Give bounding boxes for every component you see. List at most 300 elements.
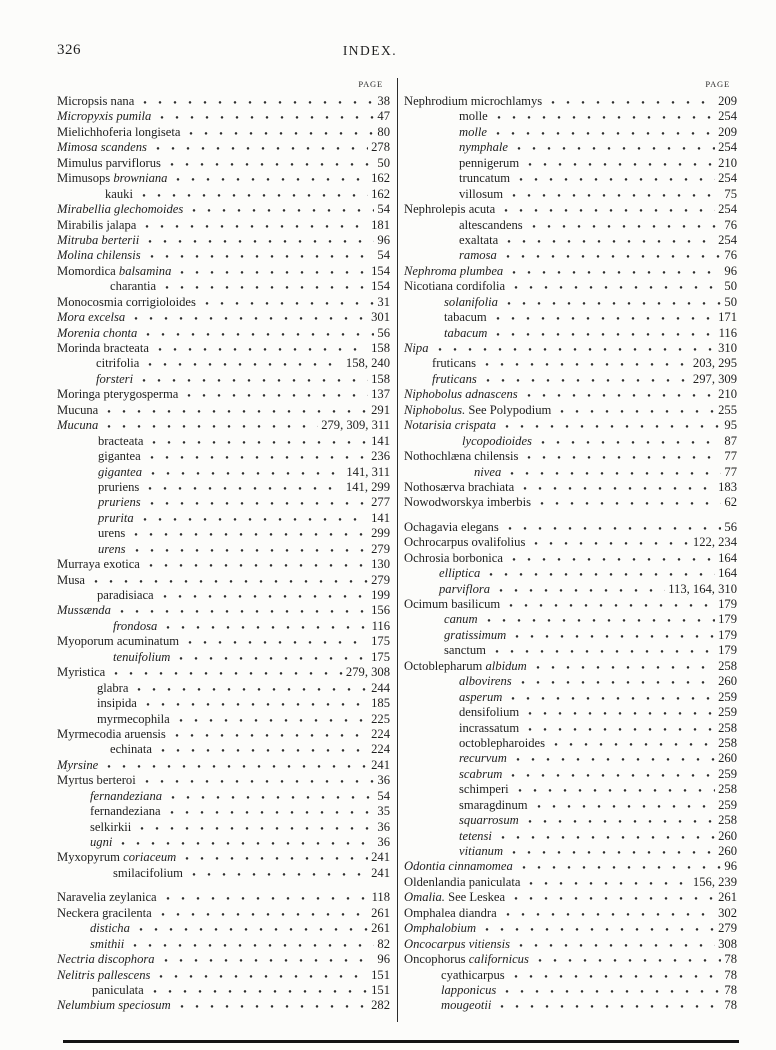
index-entry [57,310,390,325]
entry-name: Myrsine [57,757,99,772]
page-number: 35 [377,804,390,819]
dot-leader [145,780,375,783]
dot-leader [192,873,368,876]
page-number: 36 [377,773,390,788]
page-number: 47 [377,109,390,124]
entry-name: citrifolia [96,356,140,371]
index-entry [404,798,737,813]
dot-leader [512,271,721,274]
page-number: 130 [371,557,390,572]
index-entry [404,906,737,921]
index-column-left [57,78,390,1024]
index-entry [57,140,390,155]
page-number: 259 [718,689,737,704]
page-number: 258 [718,782,737,797]
page-number: 95 [724,418,737,433]
index-entry [57,264,390,279]
page-number: 254 [718,140,737,155]
entry-name: Morenia chonta [57,325,138,340]
page-number: 260 [718,674,737,689]
dot-leader [528,728,715,731]
index-entry [404,248,737,263]
page-number: 50 [724,279,737,294]
dot-leader [153,990,368,993]
dot-leader [538,959,722,962]
index-entry [404,628,737,643]
entry-name: Myoporum acuminatum [57,634,180,649]
index-entry [57,125,390,140]
dot-leader [205,302,375,305]
entry-name: Myrtus berteroi [57,773,136,788]
index-entry [404,310,737,325]
entry-name: Myrmecodia aruensis [57,726,166,741]
page-number: 282 [371,998,390,1013]
page-number: 209 [718,124,737,139]
page-number: 291 [371,402,390,417]
dot-leader [534,542,690,545]
running-head [0,42,776,62]
dot-leader [511,774,715,777]
entry-name: canum [444,612,478,627]
dot-leader [527,456,721,459]
page-number: 241 [371,850,390,865]
dot-leader [529,882,689,885]
entry-name: villosum [459,186,504,201]
entry-name: parviflora [439,581,491,596]
entry-name: Myxopyrum coriaceum [57,850,177,865]
dot-leader [135,549,369,552]
index-entry [57,789,390,804]
entry-name: Ochrosia borbonica [404,550,503,565]
dot-leader [150,255,375,258]
dot-leader [514,286,721,289]
page-number: 244 [371,680,390,695]
dot-leader [500,1005,721,1008]
entry-name: octoblepharoides [459,735,546,750]
dot-leader [512,558,715,561]
index-entry [404,520,737,535]
entry-name: asperum [459,689,503,704]
index-entry [57,921,390,936]
index-entry [404,109,737,124]
page-number: 241 [371,865,390,880]
dot-leader [176,178,368,181]
dot-leader [192,209,374,212]
page-number: 302 [718,905,737,920]
dot-leader [143,101,374,104]
index-entry [404,690,737,705]
index-entry [57,906,390,921]
entry-name: nymphale [459,140,508,155]
index-entry [404,597,737,612]
index-entry [57,573,390,588]
entry-name: echinata [110,742,152,757]
page-number: 78 [724,982,737,997]
index-entry [404,659,737,674]
index-entry [404,736,737,751]
page-number: 78 [724,998,737,1013]
index-entry [57,820,390,835]
index-entry [57,156,390,171]
dot-leader [501,836,715,839]
entry-name: altescandens [459,217,523,232]
dot-leader [133,944,374,947]
entry-name: Nothochlæna chilensis [404,449,519,464]
dot-leader [158,348,368,351]
dot-leader [514,975,722,978]
entry-name: Musa [57,572,85,587]
page-number: 158, 240 [345,356,390,371]
page-number: 259 [718,705,737,720]
index-entry [57,341,390,356]
index-entry [404,921,737,936]
page-number: 154 [371,263,390,278]
entry-name: paradisiaca [97,588,154,602]
index-entry [404,372,737,387]
index-entry [57,495,390,510]
index-entry [57,187,390,202]
page-number: 260 [718,844,737,858]
index-entry [57,665,390,680]
dot-leader [134,317,368,320]
entry-name: densifolium [459,705,520,720]
index-entry [404,721,737,736]
page-number: 164 [718,566,737,581]
page-number: 175 [371,634,390,649]
page-number: 54 [377,788,390,803]
index-entry [57,603,390,618]
dot-leader [507,302,722,305]
page-number: 137 [371,387,390,402]
entry-name: Moringa pterygosperma [57,387,179,402]
page-number: 78 [724,967,737,982]
dot-leader [145,225,368,228]
index-entry [404,233,737,248]
entry-name: pruriens [98,479,140,494]
dot-leader [160,116,374,119]
index-entry [404,187,737,202]
page-number: 254 [718,109,737,124]
page-number: 254 [718,171,737,186]
page-number: 279, 308 [345,665,390,680]
page-number: 224 [371,742,390,757]
entry-name: frondosa [113,618,158,633]
index-entry [404,767,737,782]
entry-name: Ochagavia elegans [404,519,499,534]
dot-leader [517,147,715,150]
entry-name: Ochrocarpus ovalifolius [404,535,526,550]
page-number: 241 [371,757,390,772]
dot-leader [541,441,721,444]
dot-leader [495,650,715,653]
entry-name: exaltata [459,232,499,247]
entry-name: molle [459,109,488,124]
page-number: 141, 311 [346,464,390,479]
entry-name: urens [98,526,126,541]
index-entry [404,264,737,279]
entry-name: molle [459,124,487,139]
page-number: 179 [718,627,737,642]
dot-leader [496,333,715,336]
index-entry [404,341,737,356]
page-number: 56 [377,325,390,340]
dot-leader [504,209,715,212]
index-entry [57,850,390,865]
dot-leader [139,928,368,931]
index-entry [57,742,390,757]
page-number: 56 [724,519,737,534]
entry-name: Nectria discophora [57,952,155,967]
entry-name: schimperi [459,782,509,797]
page-number: 156, 239 [692,874,737,889]
index-entry [57,952,390,967]
dot-leader [188,641,368,644]
page-number: 113, 164, 310 [668,581,737,596]
entry-name: Mussænda [57,603,111,618]
index-entry [404,495,737,510]
dot-leader [120,610,368,613]
index-entry [57,557,390,572]
index-entry [404,449,737,464]
entry-name: Mitruba berterii [57,232,140,247]
entry-name: Niphobolus adnascens [404,387,518,402]
entry-name: Naravelia zeylanica [57,890,157,905]
entry-name: recurvum [459,751,507,766]
index-entry [57,696,390,711]
page-number: 297, 309 [692,371,737,386]
entry-name: gigantea [98,449,141,464]
entry-name: forsteri [96,371,134,386]
page-number: 36 [377,819,390,834]
entry-name: tabacum [444,310,487,325]
index-entry [57,634,390,649]
entry-name: Nephrolepis acuta [404,202,496,217]
page-number: 255 [718,402,737,417]
dot-leader [187,394,368,397]
page-number: 258 [718,720,737,735]
index-entry [57,326,390,341]
page-number: 116 [718,325,737,340]
dot-leader [159,975,368,978]
entry-name: elliptica [439,566,481,581]
page-number: 96 [377,232,390,247]
page-title: INDEX. [342,43,398,58]
index-entry [404,952,737,967]
entry-name: Mimusops browniana [57,171,168,186]
dot-leader [180,271,368,274]
dot-leader [161,749,368,752]
entry-name: smithii [90,936,125,951]
dot-leader [149,564,368,567]
page-number: 175 [371,649,390,664]
dot-leader [485,363,690,366]
entry-name: Mielichhoferia longiseta [57,124,181,139]
entry-name: tetensi [459,828,492,843]
entry-name: Nowodworskya imberbis [404,495,531,510]
entry-name: Molina chilensis [57,248,141,263]
page-number: 76 [724,217,737,232]
index-entry [57,619,390,634]
column-divider [397,78,398,1022]
page-number: 254 [718,232,737,247]
dot-leader [527,394,715,397]
index-entry [57,418,390,433]
dot-leader [150,456,368,459]
dot-leader [496,317,715,320]
dot-leader [161,913,368,916]
page-number: 259 [718,797,737,812]
page-number: 87 [724,433,737,448]
index-entry [404,140,737,155]
entry-list-right [404,94,737,1014]
entry-name: mougeotii [441,998,492,1013]
entry-name: prurita [98,510,134,525]
entry-name: Mimulus parviflorus [57,155,161,170]
page-number: 179 [718,643,737,658]
page-number: 210 [718,155,737,170]
index-entry [57,218,390,233]
entry-name: Nephrodium microchlamys [404,94,543,108]
dot-leader [516,758,715,761]
index-entry [57,681,390,696]
dot-leader [509,604,715,607]
entry-name: nivea [474,464,502,479]
dot-leader [523,487,715,490]
dot-leader [179,657,368,660]
page-number: 96 [377,952,390,967]
index-entry [404,674,737,689]
page-number: 96 [724,263,737,278]
entry-name: bracteata [98,433,144,448]
page-number: 279 [371,541,390,556]
entry-name: Mucuna [57,418,99,433]
entry-name: Octoblepharum albidum [404,658,527,673]
index-entry [57,434,390,449]
index-entry [57,804,390,819]
entry-name: fruticans [432,371,477,386]
index-entry [404,434,737,449]
dot-leader [512,851,715,854]
dot-leader [107,410,368,413]
dot-leader [143,518,368,521]
page-number: 225 [371,711,390,726]
dot-leader [536,666,715,669]
entry-name: incrassatum [459,720,520,735]
entry-name: Nipa [404,341,429,355]
entry-name: Monocosmia corrigioloides [57,294,196,309]
index-entry [404,890,737,905]
index-entry [404,998,737,1013]
dot-leader [148,240,374,243]
page-number: 261 [371,905,390,920]
entry-name: Micropyxis pumila [57,109,152,124]
entry-name: gratissimum [444,627,507,642]
dot-leader [438,348,716,351]
page-number: 82 [377,936,390,951]
entry-name: Oncocarpus vitiensis [404,936,510,951]
entry-name: glabra [97,680,129,695]
page-number: 78 [724,952,737,967]
page-number: 261 [371,921,390,936]
page-number: 77 [724,449,737,464]
index-entry [404,480,737,495]
index-entry [57,403,390,418]
entry-name: paniculata [92,982,144,997]
dot-leader [518,789,715,792]
index-entry [57,968,390,983]
index-entry [57,650,390,665]
entry-name: Momordica balsamina [57,263,172,278]
entry-name: Mucuna [57,402,99,417]
dot-leader [170,163,375,166]
index-entry [404,968,737,983]
dot-leader [175,734,368,737]
dot-leader [107,765,368,768]
page-number: 151 [371,982,390,997]
page-number: 259 [718,766,737,781]
index-entry [57,866,390,881]
index-entry [57,171,390,186]
entry-name: urens [98,541,126,556]
dot-leader [166,897,369,900]
entry-name: fernandeziana [90,788,163,803]
page-number: 179 [718,597,737,611]
dot-leader [94,580,368,583]
page-number: 164 [718,550,737,565]
entry-name: squarrosum [459,813,519,828]
page-number: 141 [371,433,390,448]
dot-leader [142,379,368,382]
index-entry [57,465,390,480]
page-number: 80 [377,124,390,139]
dot-leader [107,425,318,428]
dot-leader [166,626,368,629]
dot-leader [519,944,715,947]
entry-name: Odontia cinnamomea [404,859,513,874]
index-entry [404,202,737,217]
entry-name: selkirkii [90,819,132,834]
index-entry [404,551,737,566]
index-entry [404,937,737,952]
index-entry [404,387,737,402]
entry-name: fernandeziana [90,804,161,819]
page-number: 236 [371,449,390,464]
entry-name: Nicotiana cordifolia [404,279,506,294]
page-number: 162 [371,171,390,186]
page-number: 50 [724,294,737,309]
index-entry [57,937,390,952]
entry-name: pruriens [98,495,141,510]
entry-name: pennigerum [459,155,520,170]
dot-leader [489,573,715,576]
index-entry [404,465,737,480]
index-entry [404,844,737,859]
index-entry [404,295,737,310]
index-entry [404,125,737,140]
entry-name: charantia [110,279,157,294]
page-number: 151 [371,967,390,982]
dot-leader [146,703,368,706]
dot-leader [140,827,374,830]
index-entry [404,829,737,844]
dot-leader [165,286,368,289]
dot-leader [521,681,715,684]
index-entry [57,202,390,217]
dot-leader [505,425,721,428]
dot-leader [142,194,368,197]
page-number: 209 [718,94,737,108]
entry-list-left [57,94,390,1014]
